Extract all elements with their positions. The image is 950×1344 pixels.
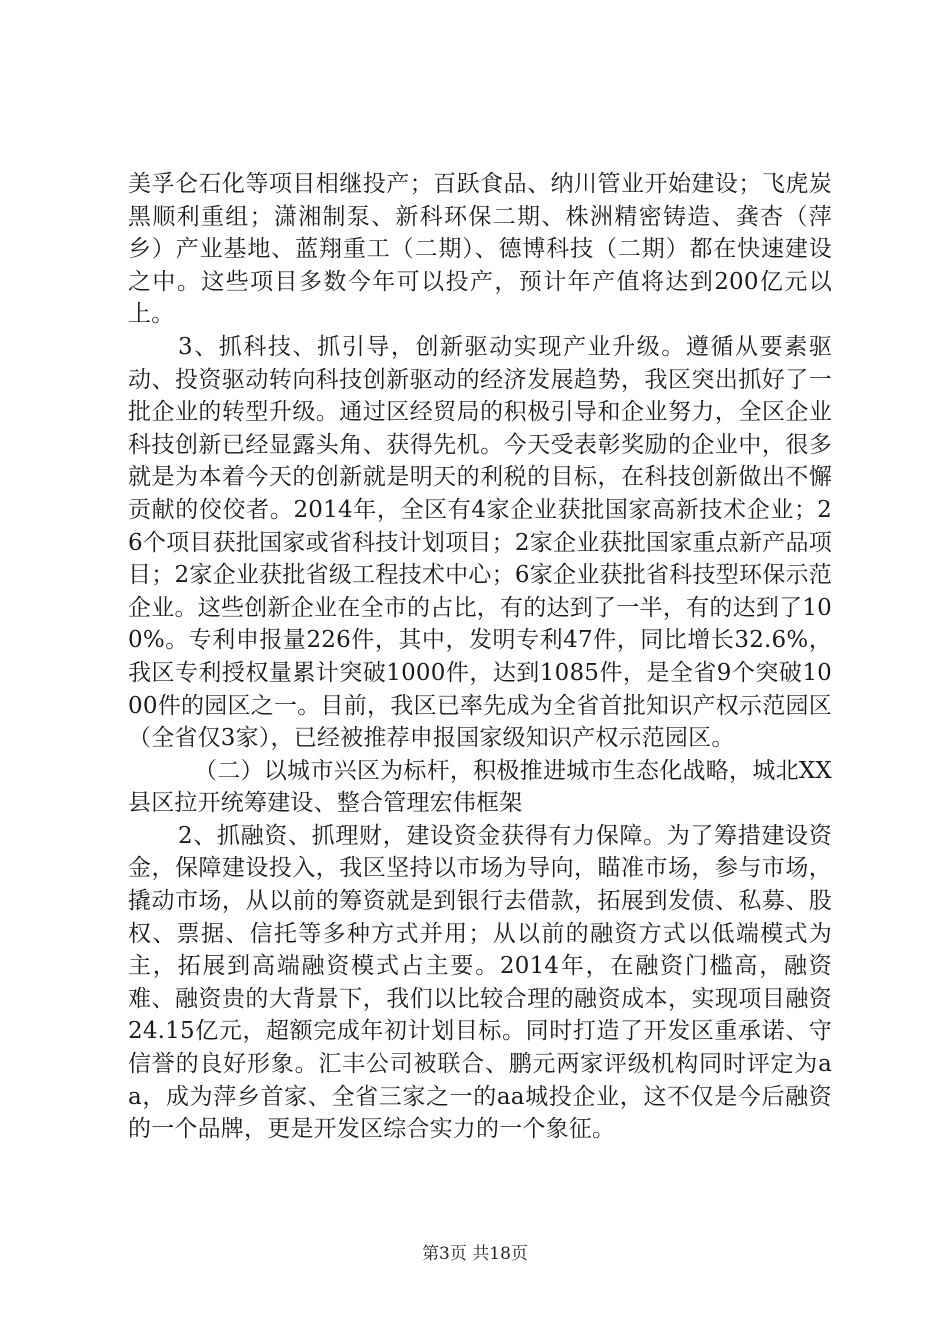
document-body bbox=[128, 168, 832, 1146]
paragraph-tech-innovation: 3、抓科技、抓引导，创新驱动实现产业升级。遵循从要素驱动、投资驱动转向科技创新驱动的经济发展趋势，我区突出抓好了一批企业的转型升级。通过区经贸局的积极引导和企业努力，全区企业科技创新已经显露头角、获得先机。今天受表彰奖励的企业中，很多就是为本着今天的创新就是明天的利税的目标，在科技创新做出不懈贡献的佼佼者。2014年，全区有4家企业获批国家高新技术企业；26个项目获批国家或省科技计划项目；2家企业获批国家重点新产品项目；2家企业获批省级工程技术中心；6家企业获批省科技型环保示范企业。这些创新企业在全市的占比，有的达到了一半，有的达到了100%。专利申报量226件，其中，发明专利47件，同比增长32.6%，我区专利授权量累计突破1000件，达到1085件，是全省9个突破1000件的园区之一。目前，我区已率先成为全省首批知识产权示范园区（全省仅3家），已经被推荐申报国家级知识产权示范园区。 bbox=[128, 333, 832, 752]
page-footer bbox=[0, 1243, 950, 1265]
section-heading-urban-development: （二）以城市兴区为标杆，积极推进城市生态化战略，城北XX县区拉开统筹建设、整合管理宏伟框架 bbox=[128, 757, 832, 817]
paragraph-project-progress: 美孚仑石化等项目相继投产；百跃食品、纳川管业开始建设；飞虎炭黑顺利重组；潇湘制泵、新科环保二期、株洲精密铸造、龚杏（萍乡）产业基地、蓝翔重工（二期）、德博科技（二期）都在快速建设之中。这些项目多数今年可以投产，预计年产值将达到200亿元以上。 bbox=[128, 171, 832, 328]
paragraph-financing: 2、抓融资、抓理财，建设资金获得有力保障。为了筹措建设资金，保障建设投入，我区坚持以市场为导向，瞄准市场，参与市场，撬动市场，从以前的筹资就是到银行去借款，拓展到发债、私募、股权、票据、信托等多种方式并用；从以前的融资方式以低端模式为主，拓展到高端融资模式占主要。2014年，在融资门槛高，融资难、融资贵的大背景下，我们以比较合理的融资成本，实现项目融资24.15亿元，超额完成年初计划目标。同时打造了开发区重承诺、守信誉的良好形象。汇丰公司被联合、鹏元两家评级机构同时评定为aa，成为萍乡首家、全省三家之一的aa城投企业，这不仅是今后融资的一个品牌，更是开发区综合实力的一个象征。 bbox=[128, 822, 832, 1143]
page-number-label: 第3页 共18页 bbox=[422, 1244, 528, 1264]
